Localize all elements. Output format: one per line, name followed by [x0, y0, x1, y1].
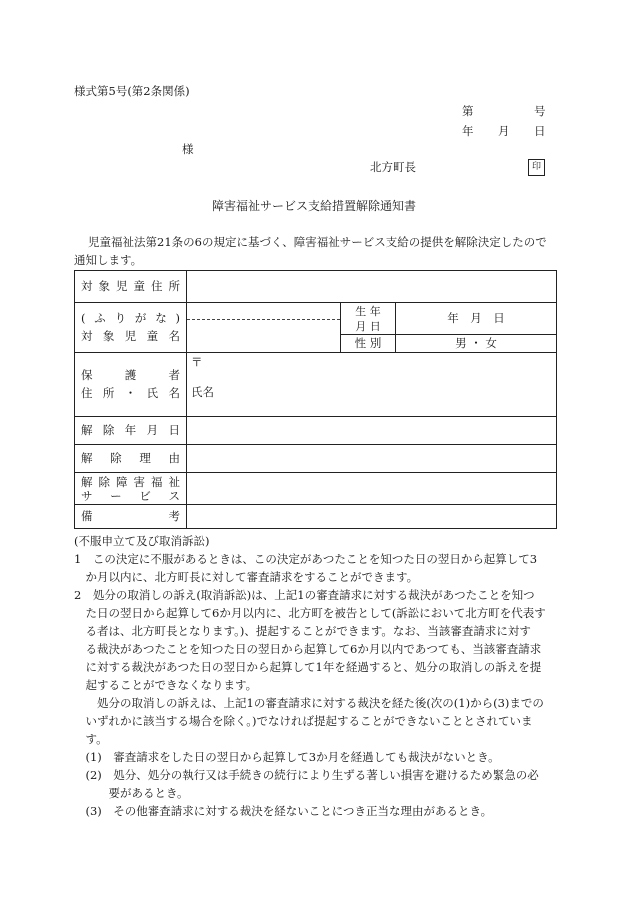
row-remarks — [75, 505, 557, 529]
appeal-heading: (不服申立て及び取消訴訟) — [74, 534, 210, 548]
appeal-line: (3) その他審査請求に対する裁決を経ないことにつき正当な理由があるとき。 — [74, 804, 493, 818]
seal-text: 印 — [531, 162, 541, 172]
child-address-label — [75, 271, 187, 303]
cancel-service-label-2: サ ー ビ ス — [81, 488, 180, 503]
appeal-line: 起することができなくなります。 — [74, 678, 258, 692]
addressee-suffix: 様 — [182, 142, 194, 156]
guardian-name-prefix: 氏名 — [191, 384, 214, 399]
furigana-label: ( ふ り が な ) — [81, 311, 180, 325]
appeal-line: 2 処分の取消しの訴え(取消訴訟)は、上記1の審査請求に対する裁決があつたことを知つ — [74, 588, 535, 602]
cancel-date-label — [75, 417, 187, 445]
form-number: 様式第5号(第2条関係) — [74, 84, 190, 98]
date-day: 日 — [534, 124, 546, 138]
birthdate-field[interactable]: 年 月 日 — [396, 303, 557, 335]
appeal-line: に対する裁決があつた日の翌日から起算して1年を経過すると、処分の取消しの訴えを提 — [74, 660, 542, 674]
furigana-field[interactable] — [187, 303, 340, 320]
remarks-field[interactable] — [187, 505, 557, 529]
appeal-line: る者は、北方町長となります。)、提起することができます。なお、当該審査請求に対す — [74, 624, 531, 638]
gender-label: 性 別 — [341, 335, 396, 353]
row-cancel-date — [75, 417, 557, 445]
guardian-field[interactable] — [187, 353, 557, 417]
appeal-line: いずれかに該当する場合を除く。)でなければ提起することができないこととされていま — [74, 714, 533, 728]
guardian-label-cell — [75, 353, 187, 417]
cancel-service-label-1: 解 除 障 害 福 祉 — [81, 474, 180, 489]
child-name-label-cell — [75, 303, 187, 353]
row-child-name — [75, 303, 557, 335]
cancel-date-label-text: 解 除 年 月 日 — [81, 422, 180, 437]
cancel-service-field[interactable] — [187, 473, 557, 505]
appeal-line: (2) 処分、処分の執行又は手続きの続行により生ずる著しい損害を避けるため緊急の必 — [74, 768, 539, 782]
document-title: 障害福祉サービス支給措置解除通知書 — [212, 199, 417, 213]
cancel-date-field[interactable] — [187, 417, 557, 445]
remarks-label — [75, 505, 187, 529]
cancel-reason-label-text: 解 除 理 由 — [81, 450, 180, 465]
appeal-line: 処分の取消しの訴えは、上記1の審査請求に対する裁決を経た後(次の(1)から(3)までの — [74, 696, 544, 710]
gender-field[interactable]: 男 ・ 女 — [396, 335, 557, 353]
child-address-label-text: 対 象 児 童 住 所 — [81, 278, 180, 293]
cancel-reason-label — [75, 445, 187, 473]
row-cancel-reason — [75, 445, 557, 473]
date-year: 年 — [462, 124, 474, 138]
notification-form-table — [74, 270, 557, 529]
appeal-line: (1) 審査請求をした日の翌日から起算して3か月を経過しても裁決がないとき。 — [74, 750, 500, 764]
row-cancel-service — [75, 473, 557, 505]
appeal-line: 1 この決定に不服があるときは、この決定があつたことを知つた日の翌日から起算して3 — [74, 552, 538, 566]
doc-number-suffix: 号 — [534, 104, 546, 118]
cancel-service-label-cell — [75, 473, 187, 505]
child-name-field[interactable] — [187, 303, 341, 353]
guardian-label-2: 住 所 ・ 氏 名 — [81, 385, 180, 400]
appeal-line: か月以内に、北方町長に対して審査請求をすることができます。 — [74, 570, 419, 584]
seal-mark — [528, 159, 545, 176]
guardian-label-1: 保 護 者 — [81, 368, 180, 382]
birthdate-label-cell — [341, 303, 396, 335]
row-guardian — [75, 353, 557, 417]
row-child-address — [75, 271, 557, 303]
child-name-label: 対 象 児 童 名 — [81, 328, 180, 343]
remarks-label-text: 備 考 — [81, 508, 180, 523]
appeal-line: る裁決があつたことを知つた日の翌日から起算して6か月以内であつても、当該審査請求 — [74, 642, 542, 656]
postal-mark: 〒 — [191, 355, 203, 369]
date-month: 月 — [498, 124, 510, 138]
birthdate-label-1: 生 年 — [355, 304, 381, 318]
appeal-line: た日の翌日から起算して6か月以内に、北方町を被告として(訴訟において北方町を代表す — [74, 606, 546, 620]
doc-number-prefix: 第 — [462, 104, 474, 118]
intro-line-1: 児童福祉法第21条の6の規定に基づく、障害福祉サービス支給の提供を解除決定したので — [88, 235, 547, 249]
cancel-reason-field[interactable] — [187, 445, 557, 473]
appeal-line: 要があるとき。 — [74, 786, 189, 800]
issuer-name: 北方町長 — [370, 160, 416, 174]
appeal-notes — [74, 532, 564, 820]
child-address-field[interactable] — [187, 271, 557, 303]
birthdate-label-2: 月 日 — [355, 319, 381, 333]
appeal-line: す。 — [74, 732, 108, 746]
intro-line-2: 通知します。 — [74, 253, 143, 267]
